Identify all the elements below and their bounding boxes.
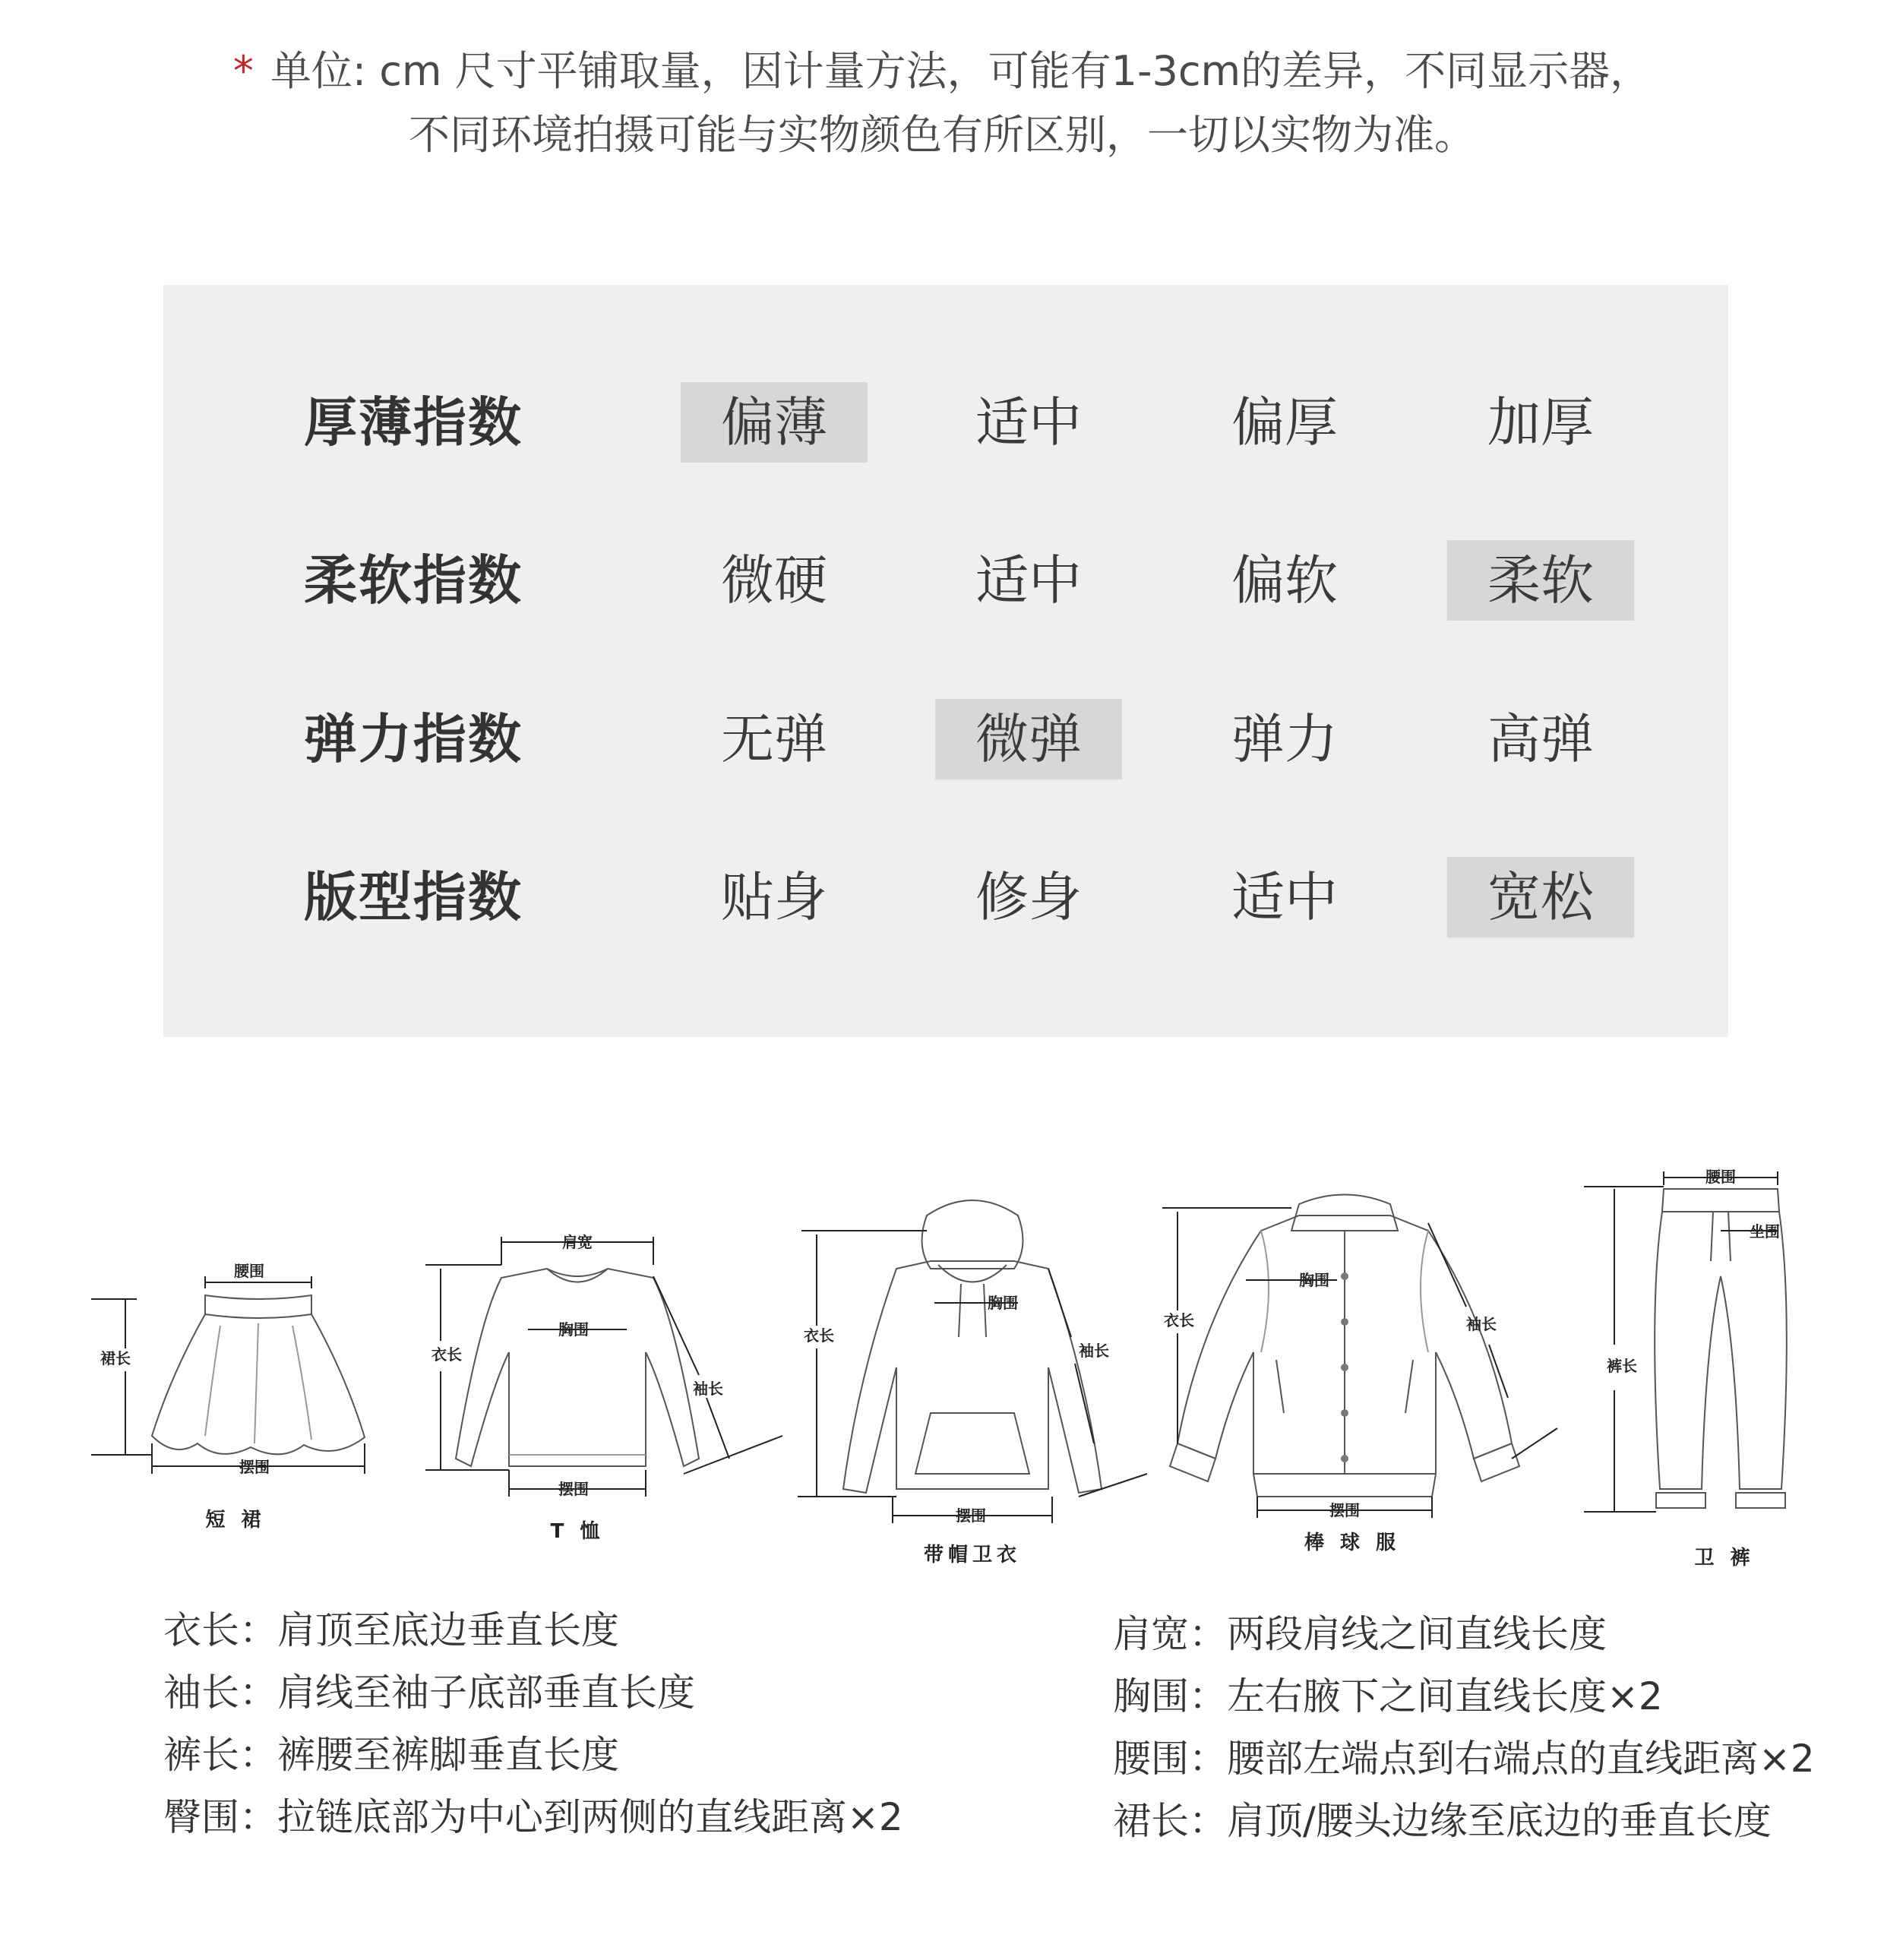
size-notice [0, 40, 1884, 167]
index-option: 加厚 [1487, 391, 1594, 454]
baseball-jacket-drawing-icon [1162, 1170, 1557, 1557]
index-option: 偏厚 [1231, 391, 1338, 454]
index-label: 版型指数 [304, 866, 523, 928]
index-option: 适中 [975, 549, 1082, 612]
tshirt-drawing-icon [425, 1208, 790, 1557]
index-option: 柔软 [1447, 540, 1634, 621]
definition-item: 胸围：左右腋下之间直线长度×2 [1113, 1674, 1663, 1718]
index-row [163, 540, 1728, 621]
definition-item: 裙长：肩顶/腰头边缘至底边的垂直长度 [1113, 1799, 1772, 1843]
tshirt-caption: T 恤 [550, 1520, 605, 1543]
length-label: 裤长 [1607, 1357, 1637, 1375]
chest-label: 胸围 [1299, 1271, 1329, 1289]
sleeve-label: 袖长 [693, 1380, 723, 1398]
index-option: 无弹 [721, 708, 827, 770]
definitions-right [1113, 1603, 1815, 1852]
definition-item: 腰围：腰部左端点到右端点的直线距离×2 [1113, 1737, 1815, 1781]
index-option: 偏薄 [681, 382, 868, 463]
hem-label: 摆围 [558, 1480, 589, 1498]
index-panel [163, 285, 1728, 1037]
chest-label: 胸围 [988, 1294, 1018, 1312]
index-option: 适中 [1231, 866, 1338, 928]
chest-label: 胸围 [558, 1320, 589, 1339]
index-row [163, 699, 1728, 779]
index-option: 偏软 [1231, 549, 1338, 612]
definition-item: 裤长：裤腰至裤脚垂直长度 [163, 1733, 619, 1777]
length-label: 衣长 [1164, 1311, 1194, 1329]
index-option: 宽松 [1447, 857, 1634, 937]
definition-item: 袖长：肩线至袖子底部垂直长度 [163, 1671, 695, 1715]
baseball-jacket-caption: 棒 球 服 [1304, 1532, 1401, 1554]
hoodie-figure [798, 1185, 1155, 1566]
index-option: 修身 [975, 866, 1082, 928]
index-option: 高弹 [1487, 708, 1594, 770]
baseball-jacket-figure [1162, 1170, 1557, 1557]
index-label: 柔软指数 [304, 549, 523, 612]
definitions-left [163, 1599, 903, 1848]
skirt-figure [84, 1238, 387, 1557]
index-row [163, 382, 1728, 463]
pants-caption: 卫 裤 [1694, 1547, 1755, 1570]
index-row [163, 857, 1728, 937]
index-option: 微硬 [721, 549, 827, 612]
measurement-figures [0, 1140, 1884, 1580]
shoulder-label: 肩宽 [562, 1233, 593, 1251]
index-label: 弹力指数 [304, 708, 523, 770]
notice-line-2: 不同环境拍摄可能与实物颜色有所区别，一切以实物为准。 [409, 111, 1475, 159]
waist-label: 腰围 [234, 1262, 264, 1280]
hoodie-drawing-icon [798, 1185, 1155, 1557]
length-label: 衣长 [804, 1326, 834, 1345]
waist-label: 腰围 [1705, 1168, 1736, 1186]
hem-label: 摆围 [239, 1458, 270, 1476]
hoodie-caption: 带帽卫衣 [923, 1544, 1021, 1566]
hip-label: 坐围 [1750, 1222, 1780, 1241]
index-option: 微弹 [935, 699, 1122, 779]
index-label: 厚薄指数 [304, 391, 523, 454]
sleeve-label: 袖长 [1079, 1342, 1109, 1360]
length-label: 衣长 [431, 1345, 462, 1364]
definition-item: 臀围：拉链底部为中心到两侧的直线距离×2 [163, 1795, 903, 1839]
length-label: 裙长 [100, 1349, 131, 1367]
index-option: 弹力 [1231, 708, 1338, 770]
definition-item: 衣长：肩顶至底边垂直长度 [163, 1608, 619, 1652]
index-option: 贴身 [721, 866, 827, 928]
asterisk-icon: * [232, 47, 254, 95]
pants-drawing-icon [1580, 1155, 1869, 1580]
definition-item: 肩宽：两段肩线之间直线长度 [1113, 1612, 1607, 1656]
tshirt-figure [425, 1208, 790, 1557]
hem-label: 摆围 [1329, 1501, 1360, 1519]
index-option: 适中 [975, 391, 1082, 454]
skirt-caption: 短 裙 [205, 1509, 266, 1532]
sleeve-label: 袖长 [1466, 1315, 1497, 1333]
pants-figure [1580, 1155, 1869, 1580]
notice-line-1: * 单位: cm 尺寸平铺取量，因计量方法，可能有1-3cm的差异，不同显示器， [232, 47, 1652, 95]
hem-label: 摆围 [956, 1506, 986, 1525]
